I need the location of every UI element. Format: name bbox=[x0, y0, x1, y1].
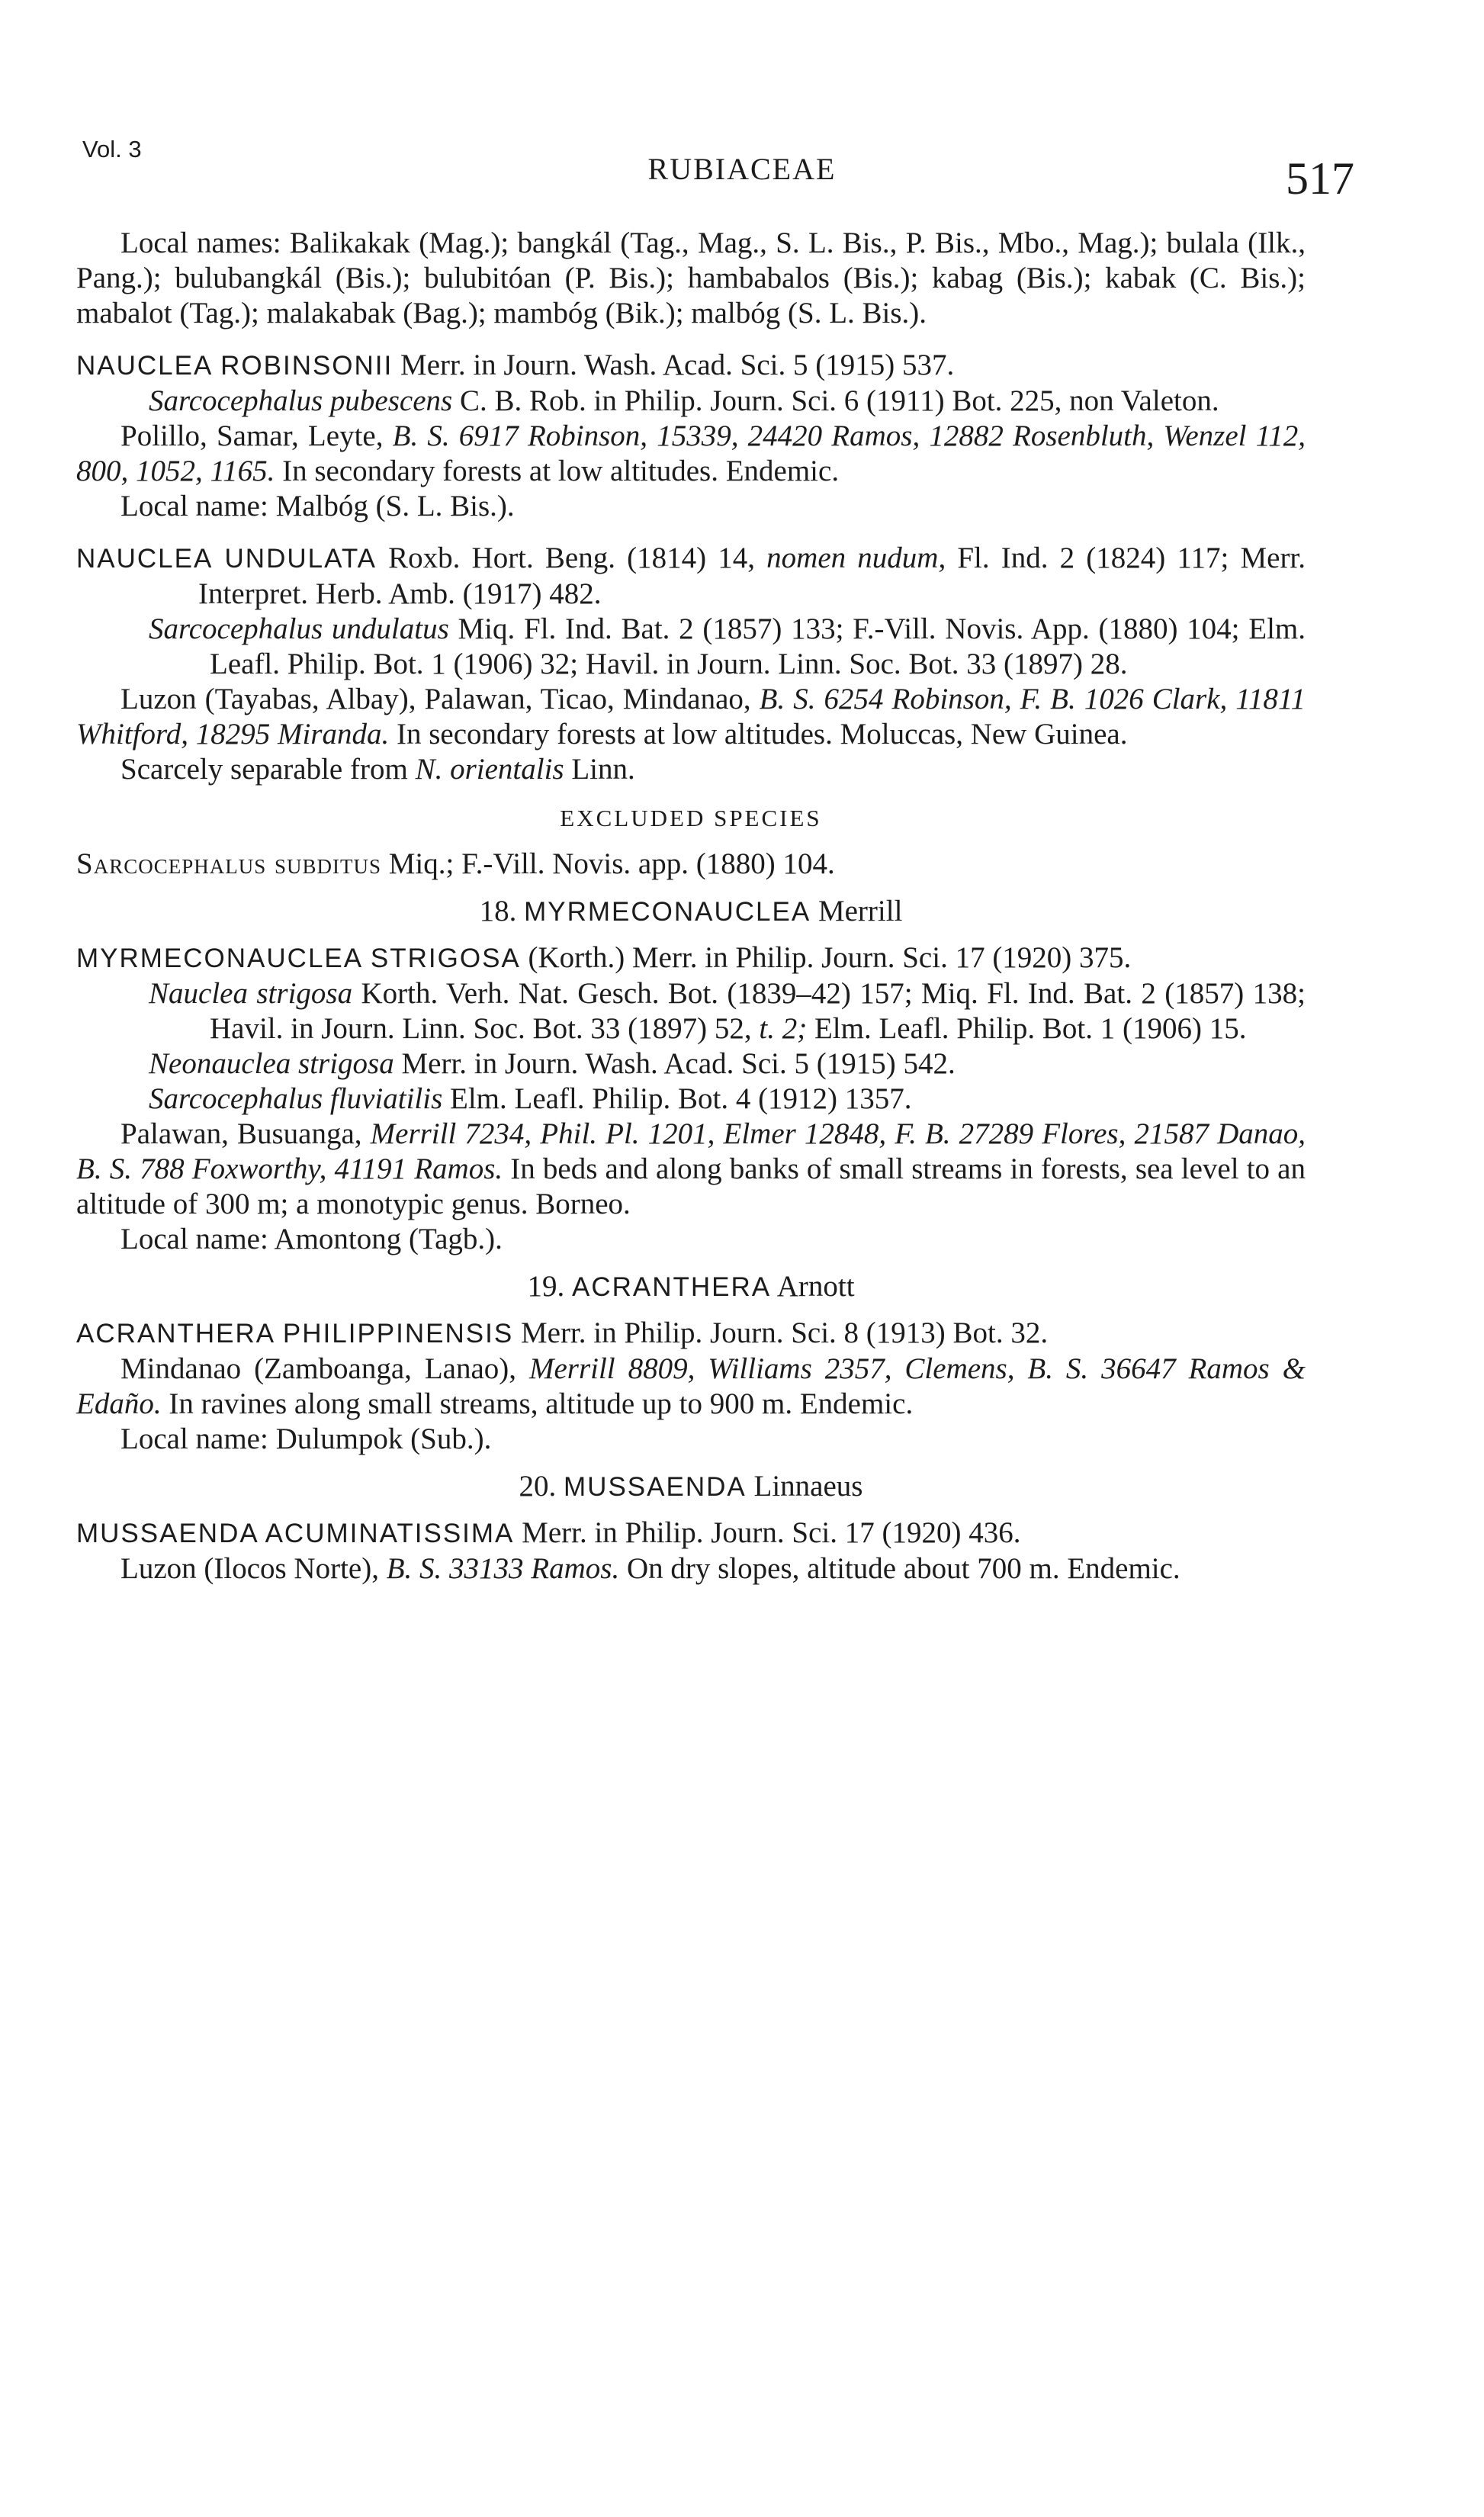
italic-text: Nauclea strigosa bbox=[149, 977, 353, 1010]
page-body bbox=[76, 226, 1306, 1586]
text-run: Miq. Fl. Ind. Bat. 2 (1857) 133; F.-Vill. Novis. App. (1880) 104; Elm. Leafl. Philip. Bot. 1 (1906) 32; Havil. in Journ. Linn. Soc. Bot. 33 (1897) 28. bbox=[210, 612, 1306, 680]
section-heading bbox=[76, 894, 1306, 930]
text-run: Local name: Malbóg (S. L. Bis.). bbox=[120, 490, 515, 522]
synonym-line bbox=[76, 384, 1306, 419]
italic-text: Merrill 7234, Phil. Pl. 1201, Elmer 12848, F. B. 27289 Flores, 21587 Danao, B. S. 788 Foxworthy, 41191 Ramos. bbox=[76, 1117, 1306, 1185]
text-run: Elm. Leafl. Philip. Bot. 4 (1912) 1357. bbox=[442, 1082, 912, 1115]
text-run: 19. bbox=[527, 1270, 572, 1303]
section-heading bbox=[76, 799, 1306, 836]
species-entry bbox=[76, 1316, 1306, 1352]
italic-text: t. 2; bbox=[759, 1012, 808, 1045]
italic-text: B. S. 33133 Ramos. bbox=[386, 1552, 620, 1585]
paragraph bbox=[76, 226, 1306, 331]
italic-text: Neonauclea strigosa bbox=[149, 1047, 394, 1080]
taxon-name: MYRMECONAUCLEA STRIGOSA bbox=[76, 943, 521, 973]
paragraph bbox=[76, 1117, 1306, 1222]
synonym-line bbox=[76, 1082, 1306, 1117]
taxon-name: NAUCLEA UNDULATA bbox=[76, 544, 377, 574]
italic-text: nomen nudum, bbox=[766, 542, 946, 574]
paragraph bbox=[76, 1422, 1306, 1457]
species-entry bbox=[76, 541, 1306, 612]
synonym-line bbox=[76, 612, 1306, 682]
synonym-line bbox=[76, 1046, 1306, 1082]
text-run: Merr. in Philip. Journ. Sci. 8 (1913) Bot. 32. bbox=[513, 1316, 1049, 1349]
text-run: In beds and along banks of small streams in forests, sea level to an altitude of 300 m; a monotypic genus. Borneo. bbox=[76, 1152, 1306, 1220]
text-run: On dry slopes, altitude about 700 m. Endemic. bbox=[619, 1552, 1180, 1585]
text-run: Merr. in Journ. Wash. Acad. Sci. 5 (1915) 537. bbox=[393, 349, 955, 381]
text-run: Linn. bbox=[564, 753, 635, 786]
text-run: Local name: Amontong (Tagb.). bbox=[120, 1223, 503, 1255]
species-entry bbox=[76, 1516, 1306, 1551]
paragraph bbox=[76, 1222, 1306, 1257]
text-run: Korth. Verh. Nat. Gesch. Bot. (1839–42) 157; Miq. Fl. Ind. Bat. 2 (1857) 138; Havil. in Journ. Linn. Soc. Bot. 33 (1897) 52, bbox=[210, 977, 1306, 1045]
running-head: RUBIACEAE bbox=[647, 152, 837, 186]
text-run: In secondary forests at low altitudes. Endemic. bbox=[275, 455, 840, 487]
text-run: Merrill bbox=[811, 895, 903, 927]
section-heading bbox=[76, 1269, 1306, 1305]
species-entry bbox=[76, 847, 1306, 882]
section-heading bbox=[76, 1469, 1306, 1505]
text-run: Miq.; F.-Vill. Novis. app. (1880) 104. bbox=[381, 847, 835, 880]
text-run: Local name: Dulumpok (Sub.). bbox=[120, 1422, 492, 1455]
paragraph bbox=[76, 752, 1306, 787]
text-run: Palawan, Busuanga, bbox=[120, 1117, 371, 1150]
volume-label: Vol. 3 bbox=[82, 136, 142, 162]
synonym-line bbox=[76, 976, 1306, 1046]
italic-text: N. orientalis bbox=[415, 753, 564, 786]
taxon-name: MYRMECONAUCLEA bbox=[524, 897, 811, 927]
italic-text: Sarcocephalus pubescens bbox=[149, 384, 453, 417]
italic-text: B. S. 6254 Robinson, F. B. 1026 Clark, 11811 Whitford, 18295 Miranda. bbox=[76, 683, 1306, 751]
taxon-name: MUSSAENDA bbox=[564, 1472, 747, 1502]
text-run: EXCLUDED SPECIES bbox=[560, 805, 822, 831]
taxon-name: MUSSAENDA ACUMINATISSIMA bbox=[76, 1519, 515, 1548]
italic-text: Merrill 8809, Williams 2357, Clemens, B. S. 36647 Ramos & Edaño. bbox=[76, 1352, 1306, 1420]
text-run: C. B. Rob. in Philip. Journ. Sci. 6 (1911) Bot. 225, non Valeton. bbox=[452, 384, 1219, 417]
text-run: 20. bbox=[519, 1470, 564, 1503]
page-number: 517 bbox=[1286, 153, 1354, 204]
text-run: In secondary forests at low altitudes. Moluccas, New Guinea. bbox=[389, 718, 1128, 751]
text-run: In ravines along small streams, altitude up to 900 m. Endemic. bbox=[161, 1387, 914, 1420]
text-run: Sarcocephalus subditus bbox=[76, 847, 381, 880]
paragraph bbox=[76, 419, 1306, 489]
text-run: Local names: Balikakak (Mag.); bangkál (Tag., Mag., S. L. Bis., P. Bis., Mbo., Mag.); bulala (Ilk., Pang.); bulubangkál (Bis.); bulubitóan (P. Bis.); hambabalos (Bis.); kabag (Bis.); kabak (C. Bis.); mabalot (Tag.); malakabak (Bag.); mambóg (Bik.); malbóg (S. L. Bis.). bbox=[76, 227, 1306, 329]
taxon-name: ACRANTHERA PHILIPPINENSIS bbox=[76, 1319, 514, 1349]
text-run: Fl. Ind. 2 (1824) 117; Merr. Interpret. Herb. Amb. (1917) 482. bbox=[198, 542, 1306, 610]
text-run: Arnott bbox=[771, 1270, 855, 1303]
taxon-name: NAUCLEA ROBINSONII bbox=[76, 351, 393, 381]
text-run: (Korth.) Merr. in Philip. Journ. Sci. 17 (1920) 375. bbox=[520, 941, 1132, 974]
text-run: Polillo, Samar, Leyte, bbox=[120, 420, 393, 452]
species-entry bbox=[76, 348, 1306, 384]
species-entry bbox=[76, 940, 1306, 976]
text-run: Scarcely separable from bbox=[120, 753, 416, 786]
italic-text: Sarcocephalus fluviatilis bbox=[149, 1082, 443, 1115]
text-run: Merr. in Journ. Wash. Acad. Sci. 5 (1915) 542. bbox=[393, 1047, 956, 1080]
italic-text: Sarcocephalus undulatus bbox=[149, 612, 449, 645]
text-run: Mindanao (Zamboanga, Lanao), bbox=[120, 1352, 529, 1385]
paragraph bbox=[76, 1551, 1306, 1586]
text-run: Luzon (Ilocos Norte), bbox=[120, 1552, 387, 1585]
italic-text: B. S. 6917 Robinson, 15339, 24420 Ramos, 12882 Rosenbluth, Wenzel 112, 800, 1052, 1165. bbox=[76, 420, 1306, 487]
text-run: Linnaeus bbox=[746, 1470, 863, 1503]
text-run: Merr. in Philip. Journ. Sci. 17 (1920) 436. bbox=[514, 1516, 1021, 1549]
paragraph bbox=[76, 489, 1306, 524]
paragraph bbox=[76, 1352, 1306, 1422]
paragraph bbox=[76, 682, 1306, 752]
text-run: Roxb. Hort. Beng. (1814) 14, bbox=[376, 542, 767, 574]
taxon-name: ACRANTHERA bbox=[571, 1272, 772, 1302]
text-run: 18. bbox=[479, 895, 525, 927]
text-run: Luzon (Tayabas, Albay), Palawan, Ticao, Mindanao, bbox=[120, 683, 760, 715]
text-run: Elm. Leafl. Philip. Bot. 1 (1906) 15. bbox=[807, 1012, 1247, 1045]
